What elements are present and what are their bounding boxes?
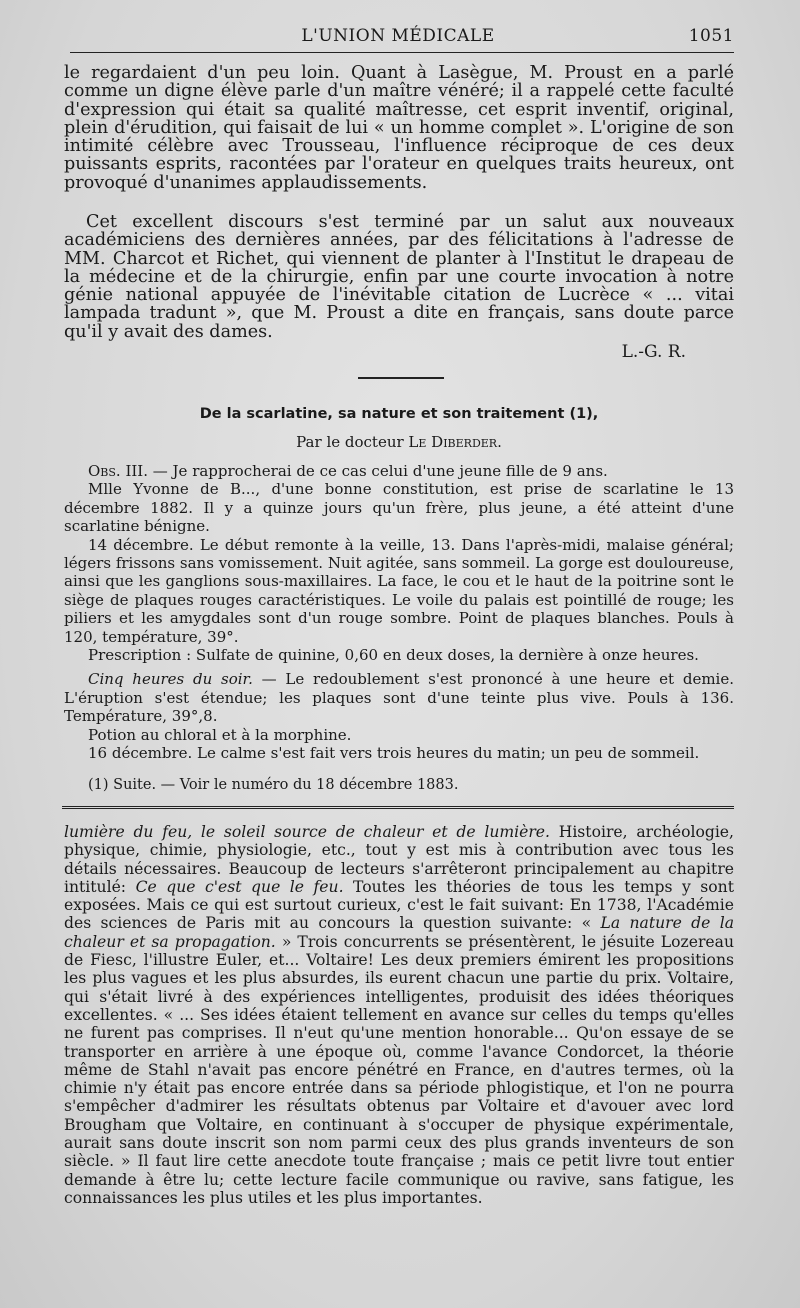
signature: L.-G. R. [621, 342, 686, 362]
obs-paragraph-1 [64, 462, 734, 480]
paragraph-discourse-end: Cet excellent discours s'est terminé par un salut aux nouveaux académiciens des dernières années, par des félicitations à l'adresse de MM. Charcot et Richet, qui viennent de planter à l'Institut le drapeau de la médecine et de la chirurgie, enfin par une courte invocation à notre génie national appuyée de l'inévitable citation de Lucrèce « ... vitai lampada tradunt », que M. Proust a dite en français, sans doute parce qu'il y avait des dames. [64, 212, 734, 342]
obs-label: Obs. [88, 462, 121, 480]
article-author [64, 433, 734, 451]
review-text-6: » Trois concurrents se présentèrent, le jésuite Lozereau de Fiesc, l'illustre Euler, et... Voltaire! Les deux premiers émirent les propositions les plus vagues et les plus absurdes, ils eurent chacun une partie du prix. Voltaire, qui s'était livré à des expériences intelligentes, produisit des idées théoriques excellentes. « ... Ses idées étaient tellement en avance sur celles du temps qu'elles ne furent pas comprises. Il n'eut qu'une mention honorable... Qu'on essaye de se transporter en arrière à une époque où, comme l'avance Condorcet, la théorie même de Stahl n'avait pas encore pénétré en France, en d'autres termes, où la chimie n'y était pas encore entrée dans sa période phlogistique, et l'on ne pourra s'empêcher d'admirer les résultats obtenus par Voltaire et d'avouer avec lord Brougham que Voltaire, en continuant à s'occuper de physique expérimentale, aurait sans doute inscrit son nom parmi ceux des plus grands inventeurs de son siècle. » Il faut lire cette anecdote toute française ; mais ce petit livre tout entier demande à être lu; cette lecture facile communique ou ravive, sans fatigue, les connaissances les plus utiles et les plus importantes. [64, 932, 734, 1207]
review-text-4: Toutes les théories de tous les temps y sont exposées. Mais ce qui est surtout curieux, c'est le fait suivant: En 1738, l'Académie des sciences de Paris mit au concours la question suivante: « [64, 877, 734, 933]
obs-paragraph-6: Potion au chloral et à la morphine. [88, 725, 352, 744]
obs-time-label: Cinq heures du soir. [88, 670, 253, 689]
review-italic-1: lumière du feu, le soleil source de chaleur et de lumière. [64, 823, 550, 841]
obs-paragraph-5 [64, 670, 734, 725]
footnote: (1) Suite. — Voir le numéro du 18 décembre 1883. [88, 777, 459, 793]
obs-paragraph-2: Mlle Yvonne de B..., d'une bonne constitution, est prise de scarlatine le 13 décembre 1882. Il y a quinze jours qu'un frère, plus jeune, a été atteint d'une scarlatine bénigne. [64, 480, 734, 536]
paragraph-continued: le regardaient d'un peu loin. Quant à Lasègue, M. Proust en a parlé comme un digne élève parle d'un maître vénéré; il a rappelé cette faculté d'expression qui était sa qualité maîtresse, cet esprit inventif, original, plein d'érudition, qui faisait de lui « un homme complet ». L'origine de son intimité célèbre avec Trousseau, l'influence réciproque de ces deux puissants esprits, racontées par l'orateur en quelques traits heureux, ont provoqué d'unanimes applaudissements. [64, 63, 734, 193]
page-number: 1051 [688, 26, 734, 46]
obs-text-5: — Le redoublement s'est prononcé à une heure et demie. L'éruption s'est étendue; les plaques sont d'une teinte plus vive. Pouls à 136. Température, 39°,8. [64, 670, 734, 726]
running-title: L'UNION MÉDICALE [301, 26, 495, 46]
review-paragraph [64, 823, 734, 1207]
review-text-2: Histoire, archéologie, physique, chimie, physiologie, etc., tout y est mis à contribution avec tous les détails nécessaires. Beaucoup de lecteurs s'arrêteront principalement au chapitre intitulé: [64, 823, 734, 896]
article-title: De la scarlatine, sa nature et son traitement (1), [199, 406, 599, 422]
section-separator [358, 377, 444, 379]
author-prefix: Par le docteur [296, 433, 409, 451]
obs-paragraph-7: 16 décembre. Le calme s'est fait vers trois heures du matin; un peu de sommeil. [88, 744, 700, 763]
author-name: Le Diberder. [408, 433, 502, 451]
obs-paragraph-4: Prescription : Sulfate de quinine, 0,60 en deux doses, la dernière à onze heures. [88, 646, 699, 665]
page-header [62, 26, 734, 52]
double-rule [62, 806, 734, 812]
review-italic-3: Ce que c'est que le feu. [135, 877, 344, 896]
review-italic-5: La nature de la chaleur et sa propagation. [64, 914, 734, 951]
obs-text-1: III. — Je rapprocherai de ce cas celui d'une jeune fille de 9 ans. [120, 462, 608, 480]
observation-section [64, 462, 734, 763]
header-rule [70, 52, 734, 53]
obs-paragraph-3: 14 décembre. Le début remonte à la veille, 13. Dans l'après-midi, malaise général; légers frissons sans vomissement. Nuit agitée, sans sommeil. La gorge est douloureuse, ainsi que les ganglions sous-maxillaires. La face, le cou et le haut de la poitrine sont le siège de plaques rouges caractéristiques. Le voile du palais est pointillé de rouge; les piliers et les amygdales sont d'un rouge sombre. Point de plaques blanches. Pouls à 120, température, 39°. [64, 535, 734, 646]
